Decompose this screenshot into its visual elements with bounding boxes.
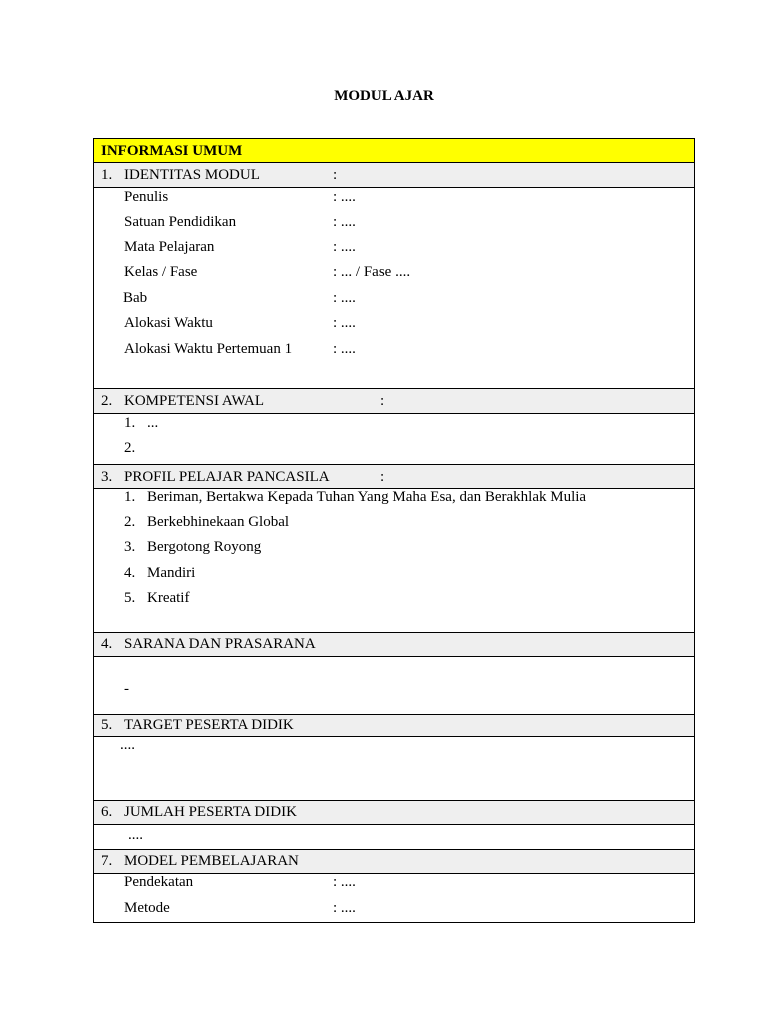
field-label: Kelas / Fase <box>124 264 198 280</box>
list-item: Mandiri <box>147 565 196 581</box>
section-2-header <box>94 389 694 414</box>
section-7-header <box>94 850 694 874</box>
section-3-colon: : <box>380 469 385 485</box>
field-value: : .... <box>333 900 356 916</box>
section-5-number: 5. <box>101 717 113 733</box>
section-3-heading: PROFIL PELAJAR PANCASILA <box>124 469 330 485</box>
info-header: INFORMASI UMUM <box>101 143 243 159</box>
list-item-number: 2. <box>124 440 136 456</box>
list-item: ... <box>147 415 159 431</box>
section-6-heading: JUMLAH PESERTA DIDIK <box>124 804 297 820</box>
field-label: Pendekatan <box>124 874 194 890</box>
list-item-number: 1. <box>124 415 136 431</box>
section-7-number: 7. <box>101 853 113 869</box>
list-item-number: 2. <box>124 514 136 530</box>
section-1-header <box>94 163 694 188</box>
field-value: : .... <box>333 214 356 230</box>
field-label: Penulis <box>124 189 169 205</box>
field-label: Alokasi Waktu Pertemuan 1 <box>124 341 293 357</box>
field-value: : .... <box>333 874 356 890</box>
field-value: : .... <box>333 189 356 205</box>
list-item: Bergotong Royong <box>147 539 262 555</box>
section-6-content: .... <box>128 827 143 843</box>
field-value: : .... <box>333 315 356 331</box>
section-2-body <box>94 414 694 465</box>
section-5-content: .... <box>120 737 135 753</box>
field-value: : .... <box>333 341 356 357</box>
section-3-header <box>94 465 694 489</box>
section-1-heading: IDENTITAS MODUL <box>124 167 260 183</box>
list-item: Kreatif <box>147 590 190 606</box>
field-label: Mata Pelajaran <box>124 239 215 255</box>
section-2-colon: : <box>380 393 385 409</box>
section-2-number: 2. <box>101 393 113 409</box>
section-6-header <box>94 801 694 825</box>
field-label: Metode <box>124 900 170 916</box>
section-4-body <box>94 657 694 715</box>
field-label: Alokasi Waktu <box>124 315 213 331</box>
section-1-colon: : <box>333 167 338 183</box>
field-label: Satuan Pendidikan <box>124 214 237 230</box>
field-value: : .... <box>333 290 356 306</box>
section-4-header <box>94 633 694 657</box>
field-value: : .... <box>333 239 356 255</box>
info-header-row <box>94 139 694 163</box>
section-5-heading: TARGET PESERTA DIDIK <box>124 717 294 733</box>
section-6-body <box>94 825 694 850</box>
section-4-content: - <box>124 681 129 697</box>
list-item-number: 5. <box>124 590 136 606</box>
section-6-number: 6. <box>101 804 113 820</box>
list-item-number: 3. <box>124 539 136 555</box>
section-3-body <box>94 489 694 633</box>
section-7-body <box>94 874 694 922</box>
section-5-body <box>94 737 694 801</box>
section-5-header <box>94 715 694 737</box>
list-item: Beriman, Bertakwa Kepada Tuhan Yang Maha Esa, dan Berakhlak Mulia <box>147 489 587 505</box>
section-7-heading: MODEL PEMBELAJARAN <box>124 853 299 869</box>
section-1-number: 1. <box>101 167 113 183</box>
page-title: MODUL AJAR <box>334 88 434 104</box>
field-label: Bab <box>123 290 148 306</box>
module-table <box>93 138 695 923</box>
section-4-number: 4. <box>101 636 113 652</box>
list-item-number: 4. <box>124 565 136 581</box>
section-3-number: 3. <box>101 469 113 485</box>
section-4-heading: SARANA DAN PRASARANA <box>124 636 316 652</box>
section-2-heading: KOMPETENSI AWAL <box>124 393 265 409</box>
list-item-number: 1. <box>124 489 136 505</box>
list-item: Berkebhinekaan Global <box>147 514 290 530</box>
section-1-body <box>94 188 694 389</box>
field-value: : ... / Fase .... <box>333 264 411 280</box>
